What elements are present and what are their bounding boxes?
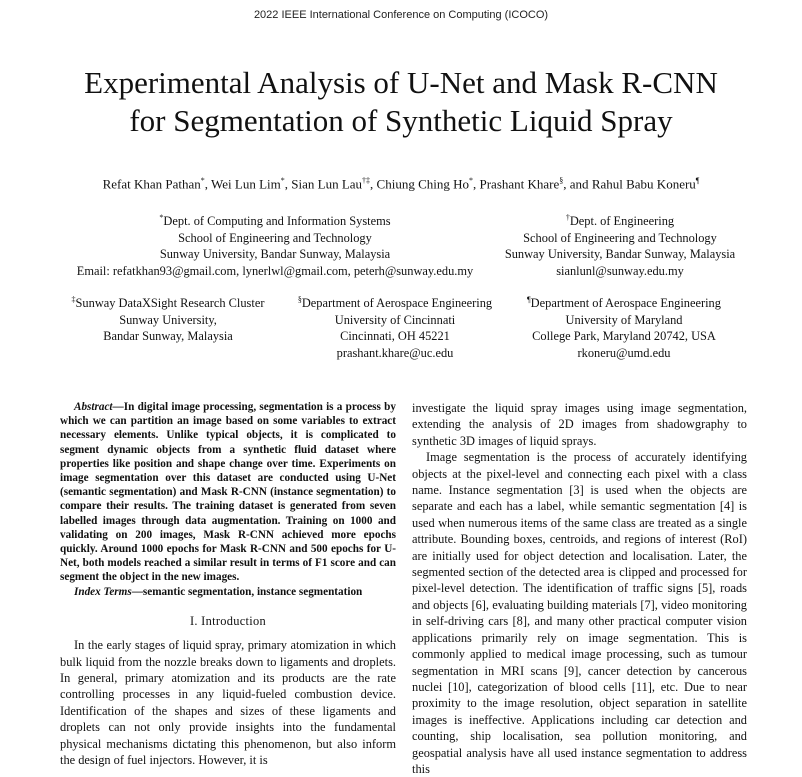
author-mark: *	[280, 176, 285, 185]
abstract-text: —In digital image processing, segmentation is a process by which we can partition an image based on some variables to extract necessary elements. Unlike typical objects, it is complicated to segment dynamic objects from a synthetic fluid dataset where properties like position and shape change over time. Experiments on image segmentation over this dataset are conducted using U-Net (semantic segmentation) and Mask R-CNN (instance segmentation) to compare their results. The training dataset is generated from seven labelled images through data augmentation. Training on 1000 and validating on 200 images, Mask R-CNN achieved more epochs quickly. Around 1000 epochs for Mask R-CNN and 500 epochs for U-Net, both models reached a similar result in terms of F1 score and can segment the object in the new images.	[60, 401, 396, 584]
author-name: Chiung Ching Ho	[376, 176, 469, 192]
author-mark: †‡	[362, 176, 371, 185]
affiliation-computing: *Dept. of Computing and Information Systems School of Engineering and Technology Sunway University, Bandar Sunway, Malaysia Email: refatkhan93@gmail.com, lynerlwl@gmail.com, peterh@sunway.edu.my	[60, 210, 490, 279]
author-name: Prashant Khare	[479, 176, 560, 192]
index-terms	[60, 585, 396, 599]
author-mark: *	[469, 176, 473, 185]
section-heading-introduction: I. Introduction	[189, 613, 267, 628]
right-paragraph-2: Image segmentation is the process of accurately identifying objects at the pixel-level and connecting each pixel with a class name. Instance segmentation [3] is used when the objects are separate and each has a label, while semantic segmentation [4] is used when numerous items of the same class are treated as a single attribute. Bounding boxes, centroids, and regions of interest (RoI) are initially used for object detection and localisation. Later, the segmented section of the detected area is clipped and processed for pixel-level detection. The identification of traffic signs [5], roads and objects [6], evaluating building materials [7], video monitoring in self-driving cars [8], and many other practical computer vision applications primarily rely on image segmentation. This is commonly applied to medical image processing, such as tumour segmentation in MRI scans [9], cancer detection by cancerous nuclei [10], categorization of blood cells [11], etc. Due to near proximity to the image resolution, object separation in satellite images is ineffective. Applications including car detection and counting, ship localisation, sea pollution monitoring, and geospatial analysis have all used instance segmentation to address this	[412, 450, 747, 776]
index-terms-text: —semantic segmentation, instance segmentation	[131, 585, 363, 598]
conference-header: 2022 IEEE International Conference on Computing (ICOCO)	[253, 9, 549, 21]
email-line: sianlunl@sunway.edu.my	[556, 263, 684, 278]
author-list: Refat Khan Pathan*, Wei Lun Lim*, Sian Lun Lau†‡, Chiung Ching Ho*, Prashant Khare§, and Rahul Babu Koneru¶	[102, 176, 700, 192]
affiliation-engineering: †Dept. of Engineering School of Engineering and Technology Sunway University, Bandar Sunway, Malaysia sianlunl@sunway.edu.my	[492, 210, 748, 279]
abstract-lead: Abstract	[74, 401, 113, 413]
author-name: Refat Khan Pathan	[102, 176, 201, 192]
affiliation-maryland: ¶Department of Aerospace Engineering University of Maryland College Park, Maryland 20742, USA rkoneru@umd.edu	[512, 292, 736, 361]
affiliation-dataxsight: ‡Sunway DataXSight Research Cluster Sunway University, Bandar Sunway, Malaysia	[71, 295, 265, 344]
email-line: prashant.khare@uc.edu	[336, 345, 454, 360]
abstract	[60, 400, 396, 585]
author-name: Rahul Babu Koneru	[591, 176, 696, 192]
affiliation-cincinnati: §Department of Aerospace Engineering University of Cincinnati Cincinnati, OH 45221 prashant.khare@uc.edu	[284, 292, 506, 361]
author-name: Sian Lun Lau	[291, 176, 363, 192]
intro-paragraph: In the early stages of liquid spray, primary atomization in which bulk liquid from the nozzle breaks down to ligaments and droplets. In general, primary atomization and its products are the rate controlling processes in any liquid-fueled combustion device. Identification of the shapes and sizes of these ligaments and droplets can not only provide insights into the fundamental physical mechanisms dictating this phenomenon, but also inform the design of fuel injectors. However, it is	[60, 638, 396, 768]
email-line: rkoneru@umd.edu	[577, 345, 671, 360]
right-paragraph-1: investigate the liquid spray images using image segmentation, extending the analysis of 2D images from shadowgraphy to synthetic 3D images of liquid sprays.	[412, 401, 747, 448]
author-mark: ¶	[695, 176, 700, 185]
author-name: Wei Lun Lim	[211, 176, 281, 192]
paper-title	[0, 64, 802, 140]
right-column	[412, 400, 747, 777]
title-line-2: for Segmentation of Synthetic Liquid Spray	[129, 103, 673, 138]
author-mark: §	[559, 176, 564, 185]
title-line-1: Experimental Analysis of U-Net and Mask R-CNN	[84, 65, 718, 100]
left-column	[60, 400, 396, 769]
author-mark: *	[200, 176, 205, 185]
index-terms-lead: Index Terms	[74, 585, 132, 598]
email-line: Email: refatkhan93@gmail.com, lynerlwl@gmail.com, peterh@sunway.edu.my	[76, 263, 474, 278]
